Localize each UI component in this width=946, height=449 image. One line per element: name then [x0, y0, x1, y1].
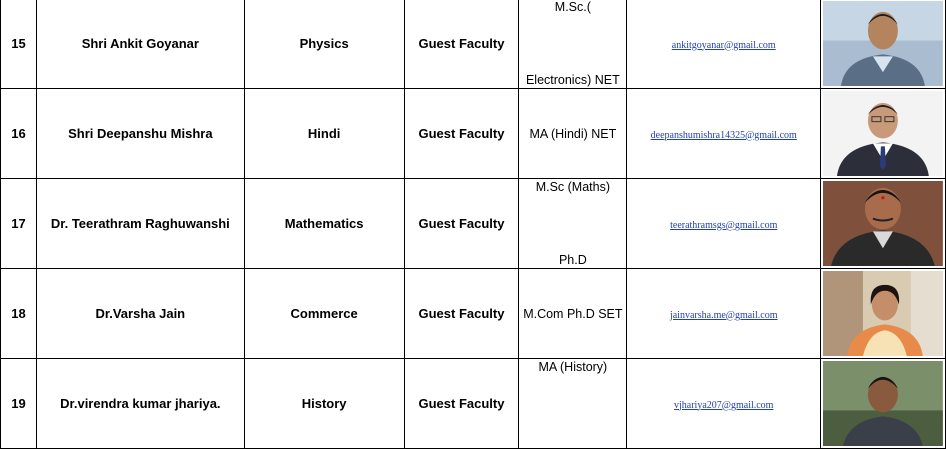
photo-cell [821, 269, 946, 359]
subject: Physics [244, 0, 404, 89]
qualification-line-1: MA (History) [538, 360, 608, 374]
qualification [519, 359, 627, 449]
email-link[interactable]: teerathramsgs@gmail.com [670, 219, 778, 231]
designation: Guest Faculty [404, 269, 519, 359]
person-photo-icon [823, 361, 943, 446]
qualification-line-2: Electronics) NET [525, 73, 620, 87]
email-cell [627, 0, 821, 89]
email-cell [627, 269, 821, 359]
faculty-photo [823, 91, 943, 176]
photo-cell [821, 359, 946, 449]
subject: Commerce [244, 269, 404, 359]
faculty-name: Dr. Teerathram Raghuwanshi [36, 179, 244, 269]
designation: Guest Faculty [404, 89, 519, 179]
designation: Guest Faculty [404, 179, 519, 269]
photo-cell [821, 89, 946, 179]
email-cell [627, 359, 821, 449]
table-row [1, 179, 946, 269]
qualification [519, 269, 627, 359]
table-row [1, 269, 946, 359]
faculty-name: Dr.virendra kumar jhariya. [36, 359, 244, 449]
serial-number: 15 [1, 0, 37, 89]
faculty-name: Dr.Varsha Jain [36, 269, 244, 359]
faculty-photo [823, 271, 943, 356]
table-row [1, 0, 946, 89]
faculty-photo [823, 1, 943, 86]
subject: History [244, 359, 404, 449]
person-photo-icon [823, 181, 943, 266]
person-photo-icon [823, 91, 943, 176]
person-photo-icon [823, 271, 943, 356]
designation: Guest Faculty [404, 359, 519, 449]
person-photo-icon [823, 1, 943, 86]
email-cell [627, 89, 821, 179]
email-link[interactable]: deepanshumishra14325@gmail.com [650, 129, 797, 141]
serial-number: 19 [1, 359, 37, 449]
qualification-line-1: MA (Hindi) NET [529, 126, 617, 141]
designation: Guest Faculty [404, 0, 519, 89]
faculty-photo [823, 361, 943, 446]
subject: Mathematics [244, 179, 404, 269]
photo-cell [821, 179, 946, 269]
qualification-line-2: Ph.D [558, 253, 587, 267]
qualification [519, 179, 627, 269]
table-row [1, 89, 946, 179]
email-link[interactable]: ankitgoyanar@gmail.com [671, 39, 776, 51]
table-row [1, 359, 946, 449]
qualification-line-1: M.Sc (Maths) [535, 180, 610, 194]
faculty-name: Shri Ankit Goyanar [36, 0, 244, 89]
subject: Hindi [244, 89, 404, 179]
email-link[interactable]: vjhariya207@gmail.com [674, 399, 774, 411]
faculty-photo [823, 181, 943, 266]
email-link[interactable]: jainvarsha.me@gmail.com [669, 309, 778, 321]
qualification [519, 0, 627, 89]
qualification [519, 89, 627, 179]
serial-number: 16 [1, 89, 37, 179]
faculty-name: Shri Deepanshu Mishra [36, 89, 244, 179]
photo-cell [821, 0, 946, 89]
serial-number: 18 [1, 269, 37, 359]
qualification-line-1: M.Sc.( [554, 0, 591, 14]
email-cell [627, 179, 821, 269]
qualification-line-1: M.Com Ph.D SET [523, 306, 623, 321]
serial-number: 17 [1, 179, 37, 269]
